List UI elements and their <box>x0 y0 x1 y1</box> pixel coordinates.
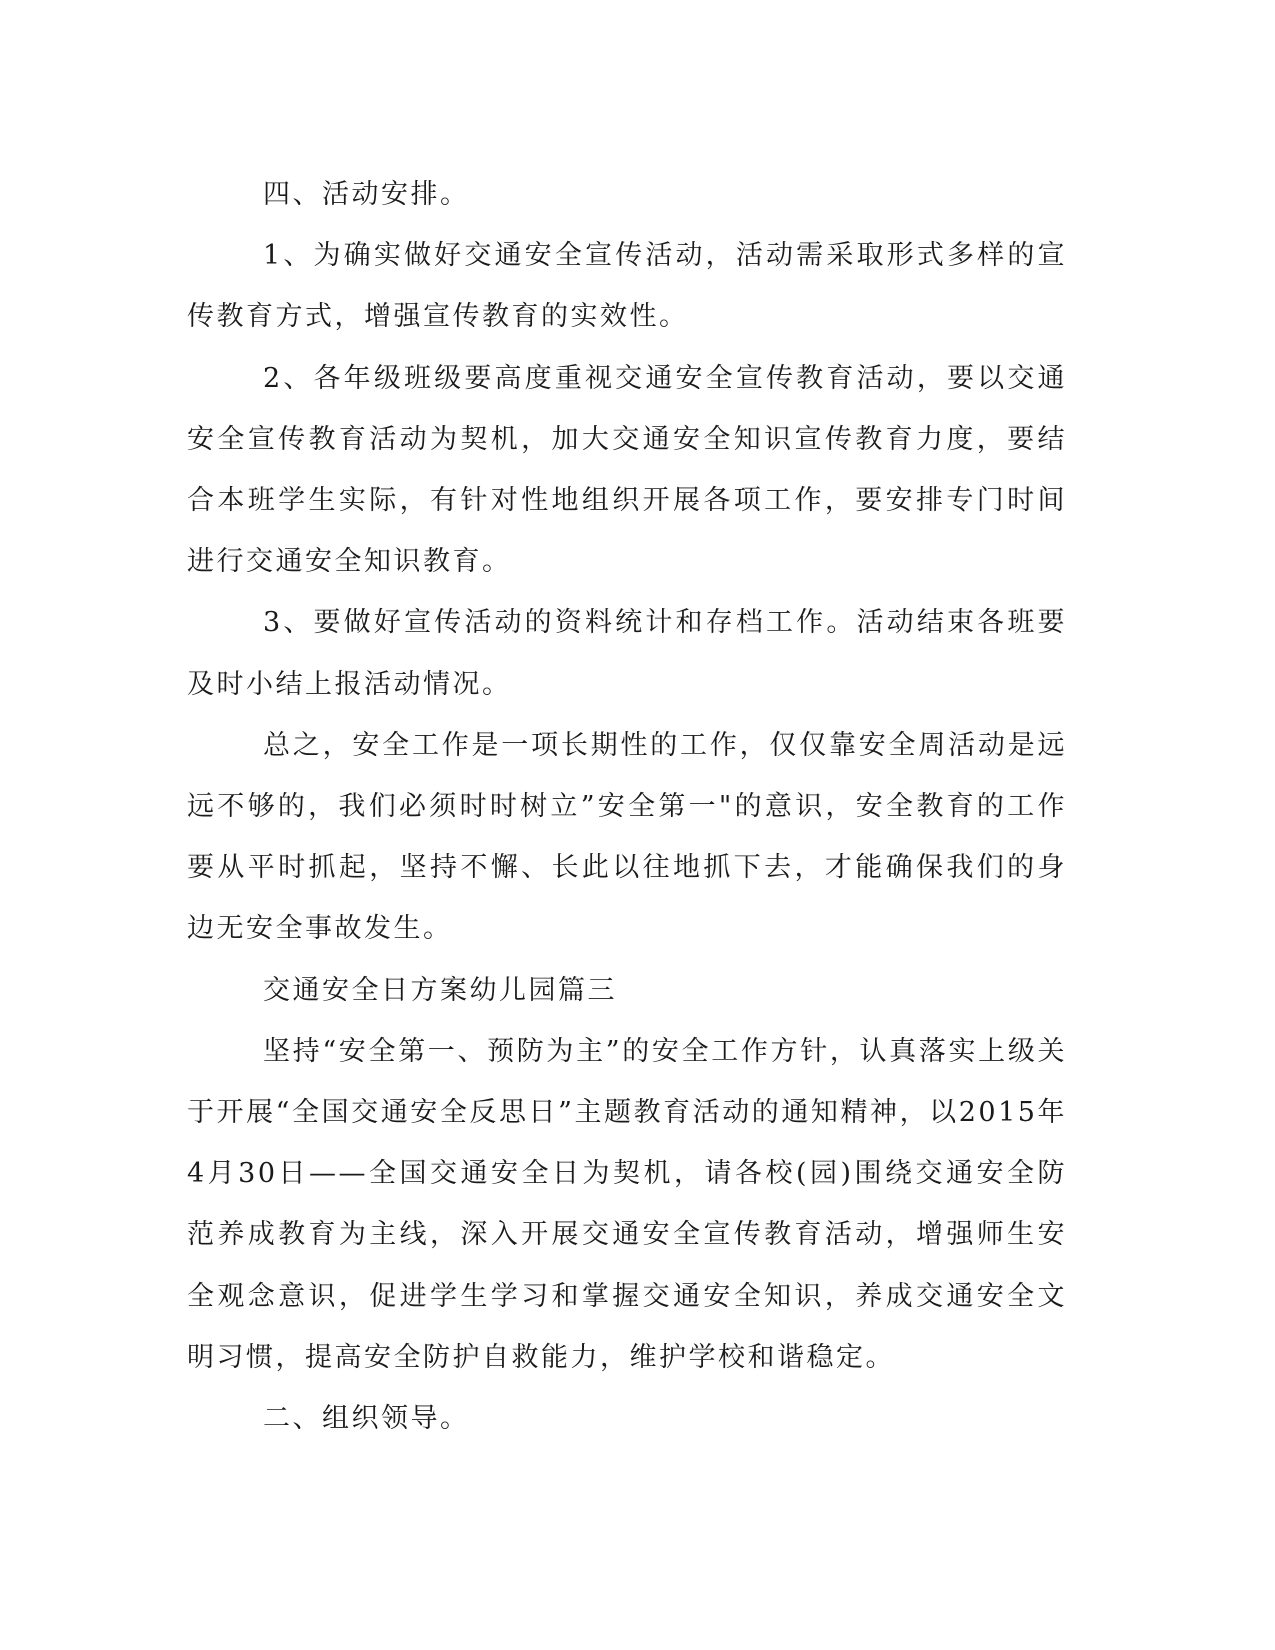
paragraph-item-2: 2、各年级班级要高度重视交通安全宣传教育活动，要以交通安全宣传教育活动为契机，加大交通安全知识宣传教育力度，要结合本班学生实际，有针对性地组织开展各项工作，要安排专门时间进行交通安全知识教育。 <box>187 362 1067 578</box>
paragraph-summary: 总之，安全工作是一项长期性的工作，仅仅靠安全周活动是远远不够的，我们必须时时树立”安全第一"的意识，安全教育的工作要从平时抓起，坚持不懈、长此以往地抓下去，才能确保我们的身边无安全事故发生。 <box>187 729 1067 945</box>
paragraph-item-1: 1、为确实做好交通安全宣传活动，活动需采取形式多样的宣传教育方式，增强宣传教育的实效性。 <box>187 240 1067 333</box>
document-body <box>187 164 1067 1449</box>
section-title-part-three: 交通安全日方案幼儿园篇三 <box>263 974 617 1006</box>
section-heading-activity-arrangement: 四、活动安排。 <box>263 179 470 210</box>
paragraph-item-3: 3、要做好宣传活动的资料统计和存档工作。活动结束各班要及时小结上报活动情况。 <box>187 607 1067 700</box>
section-heading-organization: 二、组织领导。 <box>263 1403 470 1435</box>
paragraph-guiding-principle: 坚持“安全第一、预防为主”的安全工作方针，认真落实上级关于开展“全国交通安全反思日”主题教育活动的通知精神，以2015年4月30日——全国交通安全日为契机，请各校(园)围绕交通安全防范养成教育为主线，深入开展交通安全宣传教育活动，增强师生安全观念意识，促进学生学习和掌握交通安全知识，养成交通安全文明习惯，提高安全防护自救能力，维护学校和谐稳定。 <box>187 1035 1067 1373</box>
